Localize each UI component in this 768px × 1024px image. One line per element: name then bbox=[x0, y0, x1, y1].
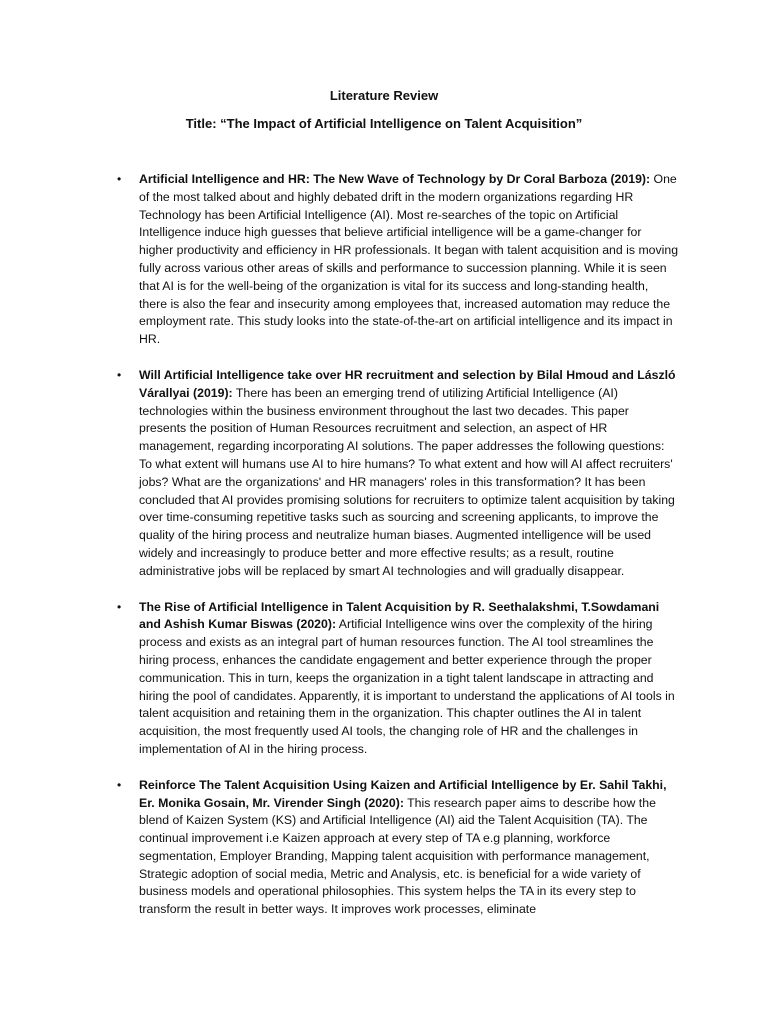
literature-list bbox=[0, 171, 768, 937]
entry-body: This research paper aims to describe how the blend of Kaizen System (KS) and Artificial Intelligence (AI) aid the Talent Acquisition (TA). The continual improvement i.e Kaizen approach at every step of TA e.g planning, workforce segmentation, Employer Branding, Mapping talent acquisition with performance management, Strategic adoption of social media, Metric and Analysis, etc. is beneficial for a wide variety of business models and operational philosophies. This system helps the TA in its every step to transform the result in better ways. It improves work processes, eliminate bbox=[139, 795, 656, 917]
document-heading: Literature Review bbox=[329, 88, 439, 103]
entry-body: There has been an emerging trend of utilizing Artificial Intelligence (AI) technologies within the business environment throughout the last two decades. This paper presents the position of Human Resources recruitment and selection, an aspect of HR management, regarding incorporating AI solutions. The paper addresses the following questions: To what extent will humans use AI to hire humans? To what extent and how will AI affect recruiters' jobs? What are the organizations' and HR managers' roles in this transformation? It has been concluded that AI provides promising solutions for recruiters to optimize talent acquisition by taking over time-consuming repetitive tasks such as sourcing and screening applicants, to improve the quality of the hiring process and neutralize human biases. Augmented intelligence will be used widely and increasingly to produce better and more effective results; as a result, routine administrative jobs will be replaced by smart AI technologies and will gradually disappear. bbox=[139, 385, 675, 578]
entry-title: Reinforce The Talent Acquisition Using Kaizen and Artificial Intelligence by Er. Sahil Takhi, Er. Monika Gosain, Mr. Virender Singh (2020): bbox=[139, 777, 667, 810]
bullet-icon: • bbox=[117, 367, 122, 382]
list-item bbox=[117, 171, 679, 349]
entry-title: Will Artificial Intelligence take over HR recruitment and selection by Bilal Hmoud and László Várallyai (2019): bbox=[139, 367, 676, 400]
document-title: Title: “The Impact of Artificial Intelligence on Talent Acquisition” bbox=[185, 116, 583, 131]
bullet-icon: • bbox=[117, 172, 122, 186]
entry-body: Artificial Intelligence wins over the complexity of the hiring process and exists as an integral part of human resources function. The AI tool streamlines the hiring process, enhances the candidate engagement and better experience through the proper communication. This in turn, keeps the organization in a tight talent landscape in attracting and hiring the pool of candidates. Apparently, it is important to understand the applications of AI tools in talent acquisition and retaining them in the organization. This chapter outlines the AI in talent acquisition, the most frequently used AI tools, the changing role of HR and the challenges in implementation of AI in the hiring process. bbox=[139, 617, 675, 756]
entry-title: The Rise of Artificial Intelligence in Talent Acquisition by R. Seethalakshmi, T.Sowdamani and Ashish Kumar Biswas (2020): bbox=[139, 599, 660, 632]
list-item bbox=[117, 777, 679, 919]
entry-body: One of the most talked about and highly debated drift in the modern organizations regarding HR Technology has been Artificial Intelligence (AI). Most re-searches of the topic on Artificial Intelligence induce high guesses that believe artificial intelligence will be a game-changer for higher productivity and efficiency in HR professionals. It began with talent acquisition and is moving fully across various other areas of skills and performance to succession planning. While it is seen that AI is for the well-being of the organization is vital for its success and long-standing health, there is also the fear and insecurity among employees that, increased automation may reduce the employment rate. This study looks into the state-of-the-art on artificial intelligence and its impact in HR. bbox=[139, 172, 679, 347]
entry-title: Artificial Intelligence and HR: The New Wave of Technology by Dr Coral Barboza (2019): bbox=[139, 172, 651, 186]
bullet-icon: • bbox=[117, 599, 122, 614]
bullet-icon: • bbox=[117, 777, 122, 792]
list-item bbox=[117, 599, 679, 759]
list-item bbox=[117, 367, 679, 581]
